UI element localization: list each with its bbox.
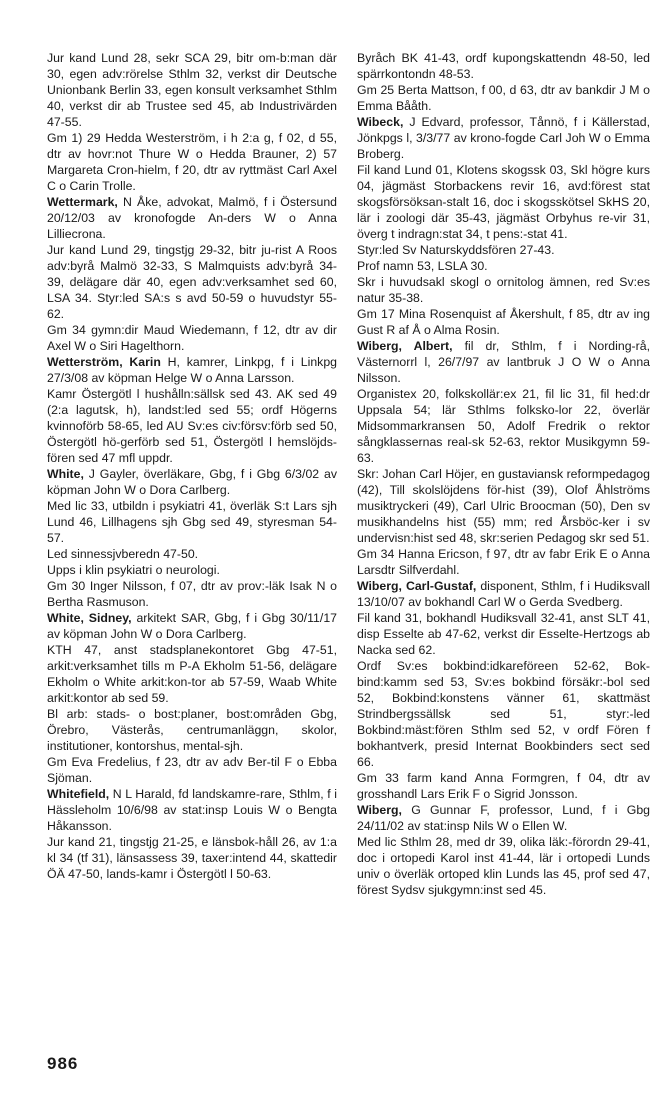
- paragraph: Byråch BK 41-43, ordf kupongskattendn 48-50, led spärrkontondn 48-53.: [357, 51, 650, 81]
- entry-name: Wettermark,: [47, 195, 118, 209]
- paragraph: Gm 17 Mina Rosenquist af Åkershult, f 85, dtr av ing Gust R af Å o Alma Rosin.: [357, 307, 650, 337]
- entry-summary: G Gunnar F, professor, Lund, f i Gbg 24/11/02 av stat:insp Nils W o Ellen W.: [357, 803, 650, 833]
- entry-name: Wibeck,: [357, 115, 404, 129]
- paragraph: Gm 33 farm kand Anna Formgren, f 04, dtr av grosshandl Lars Erik F o Sigrid Jonsson.: [357, 771, 650, 801]
- entry-heading: [357, 578, 650, 610]
- page-number: 986: [47, 1054, 79, 1073]
- entry-name: Whitefield,: [47, 787, 110, 801]
- paragraph: Gm 34 gymn:dir Maud Wiedemann, f 12, dtr av dir Axel W o Siri Hagelthorn.: [47, 323, 337, 353]
- entry-summary: J Edvard, professor, Tånnö, f i Källerstad, Jönkpgs l, 3/3/77 av krono-fogde Carl Joh W o Emma Broberg.: [357, 115, 650, 161]
- entry-name: Wiberg,: [357, 803, 402, 817]
- entry-heading: [357, 338, 650, 386]
- entry-heading: [47, 194, 337, 242]
- paragraph: Jur kand Lund 28, sekr SCA 29, bitr om-b:man där 30, egen adv:rörelse Sthlm 32, verkst dir Deutsche Unionbank Berlin 33, egen konsult verksamhet Sthlm 40, verkst dir ab Trustee sed 45, ab Industrivärden 47-55.: [47, 51, 337, 129]
- paragraph: Gm 30 Inger Nilsson, f 07, dtr av prov:-läk Isak N o Bertha Rasmuson.: [47, 579, 337, 609]
- paragraph: Skr: Johan Carl Höjer, en gustaviansk reformpedagog (42), Till skolslöjdens för-hist (39), Olof Åhlströms musiktryckeri (49), Carl Ulric Broocman (50), Den sv musikhandelns hist (55) mm; red Årsböc-ker i sv undervisn:hist sed 48, skr:serien Pedagog skr sed 51.: [357, 467, 650, 545]
- paragraph: Jur kand Lund 29, tingstjg 29-32, bitr ju-rist A Roos adv:byrå Malmö 32-33, S Malmquists adv:byrå 34-39, delägare där 40, egen adv:verksamhet sed 60, LSA 34. Styr:led SA:s s avd 50-59 o huvudstyr 55-62.: [47, 243, 337, 321]
- entry-name: White, Sidney,: [47, 611, 132, 625]
- left-column: [47, 50, 337, 882]
- paragraph: Ordf Sv:es bokbind:idkareföreen 52-62, Bok-bind:kamm sed 53, Sv:es bokbind försäkr:-bol sed 52, Bokbind:konstens vänner 61, skattmäst Strindbergssällsk sed 51, styr:-led Bokbind:mäst:fören Sthlm sed 52, v ordf Fören f bokhantverk, presid Internat Bookbinders sect sed 66.: [357, 659, 650, 769]
- paragraph: Prof namn 53, LSLA 30.: [357, 259, 488, 273]
- paragraph: Gm 1) 29 Hedda Westerström, i h 2:a g, f 02, d 55, dtr av hovr:not Thure W o Hedda Brauner, 2) 57 Margareta Cron-hielm, f 20, dtr av ryttmäst Carl Axel C o Carin Trolle.: [47, 131, 337, 193]
- paragraph: Gm 34 Hanna Ericson, f 97, dtr av fabr Erik E o Anna Larsdtr Silfverdahl.: [357, 547, 650, 577]
- entry-heading: [47, 354, 337, 386]
- entry-summary: H, kamrer, Linkpg, f i Linkpg 27/3/08 av köpman Helge W o Anna Larsson.: [47, 355, 337, 385]
- paragraph: Led sinnessjvberedn 47-50.: [47, 547, 199, 561]
- paragraph: Skr i huvudsakl skogl o ornitolog ämnen, red Sv:es natur 35-38.: [357, 275, 650, 305]
- paragraph: Fil kand Lund 01, Klotens skogssk 03, Skl högre kurs 04, jägmäst Storbackens revir 16, avd:förest stat skogsförsöksan-stalt 16, doc i skogsskötsel SkHS 20, lär i zoologi där 35-43, jägmäst Orbyhus re-vir 31, överg t indragn:stat 34, t pens:-stat 41.: [357, 163, 650, 241]
- paragraph: Kamr Östergötl l hushålln:sällsk sed 43. AK sed 49 (2:a lagutsk, h), landst:led sed 55; ordf Högerns kvinnoförb 58-65, led AU Sv:es civ:försv:förb sed 50, Östergötl hö-gerförb sed 51, Östergötl l hemslöjds-fören sed 47 mfl uppdr.: [47, 387, 337, 465]
- entry-heading: [47, 610, 337, 642]
- paragraph: Fil kand 31, bokhandl Hudiksvall 32-41, anst SLT 41, disp Esselte ab 47-62, verkst dir Esselte-Hertzogs ab Nacka sed 62.: [357, 611, 650, 657]
- entry-heading: [47, 466, 337, 498]
- entry-summary: N Åke, advokat, Malmö, f i Östersund 20/12/03 av kronofogde An-ders W o Anna Lilliecrona.: [47, 195, 337, 241]
- entry-heading: [357, 114, 650, 162]
- paragraph: Bl arb: stads- o bost:planer, bost:områden Gbg, Örebro, Västerås, centrumanläggn, skolor, institutioner, kontorshus, mental-sjh.: [47, 707, 337, 753]
- paragraph: Jur kand 21, tingstjg 21-25, e länsbok-håll 26, av 1:a kl 34 (tf 31), länsassess 39, taxer:intend 44, skattedir ÖÄ 47-50, lands-kamr i Östergötl l 50-63.: [47, 835, 337, 881]
- entry-name: White,: [47, 467, 84, 481]
- entry-name: Wiberg, Albert,: [357, 339, 453, 353]
- entry-summary: disponent, Sthlm, f i Hudiksvall 13/10/07 av bokhandl Carl W o Gerda Svedberg.: [357, 579, 650, 609]
- paragraph: Upps i klin psykiatri o neurologi.: [47, 563, 220, 577]
- paragraph: Med lic Sthlm 28, med dr 39, olika läk:-förordn 29-41, doc i ortopedi Karol inst 41-44, lär i ortopedi Lunds univ o överläk ortoped klin Lunds las 45, prof sed 47, förest Sydsv sjukgymn:inst sed 45.: [357, 835, 650, 897]
- entry-summary: J Gayler, överläkare, Gbg, f i Gbg 6/3/02 av köpman John W o Dora Carlberg.: [47, 467, 337, 497]
- entry-heading: [47, 786, 337, 834]
- paragraph: KTH 47, anst stadsplanekontoret Gbg 47-51, arkit:verksamhet tills m P-A Ekholm 51-56, delägare Ekholm o White arkit:kon-tor ab 57-59, Waab White arkit:kontor ab sed 59.: [47, 643, 337, 705]
- entry-name: Wetterström, Karin: [47, 355, 161, 369]
- entry-name: Wiberg, Carl-Gustaf,: [357, 579, 477, 593]
- paragraph: Organistex 20, folkskollär:ex 21, fil lic 31, fil hed:dr Uppsala 54; lär Sthlms folksko-lor 22, överlär Midsommarkransen 50, Adolf Fredrik o rektor sångklassernas real-sk 52-63, rektor Musikgymn 59-63.: [357, 387, 650, 465]
- entry-summary: arkitekt SAR, Gbg, f i Gbg 30/11/17 av köpman John W o Dora Carlberg.: [47, 611, 337, 641]
- paragraph: Med lic 33, utbildn i psykiatri 41, överläk S:t Lars sjh Lund 46, Lillhagens sjh Gbg sed 49, styresman 54-57.: [47, 499, 337, 545]
- right-column: [357, 50, 650, 898]
- entry-summary: fil dr, Sthlm, f i Nording-rå, Västernorrl l, 26/7/97 av lantbruk J O W o Anna Nilsson.: [357, 339, 651, 385]
- entry-heading: [357, 802, 650, 834]
- entry-summary: N L Harald, fd landskamre-rare, Sthlm, f i Hässleholm 10/6/98 av stat:insp Louis W o Bengta Håkansson.: [47, 787, 337, 833]
- paragraph: Gm Eva Fredelius, f 23, dtr av adv Ber-til F o Ebba Sjöman.: [47, 755, 337, 785]
- paragraph: Gm 25 Berta Mattson, f 00, d 63, dtr av bankdir J M o Emma Bååth.: [357, 83, 650, 113]
- paragraph: Styr:led Sv Naturskyddsfören 27-43.: [357, 243, 555, 257]
